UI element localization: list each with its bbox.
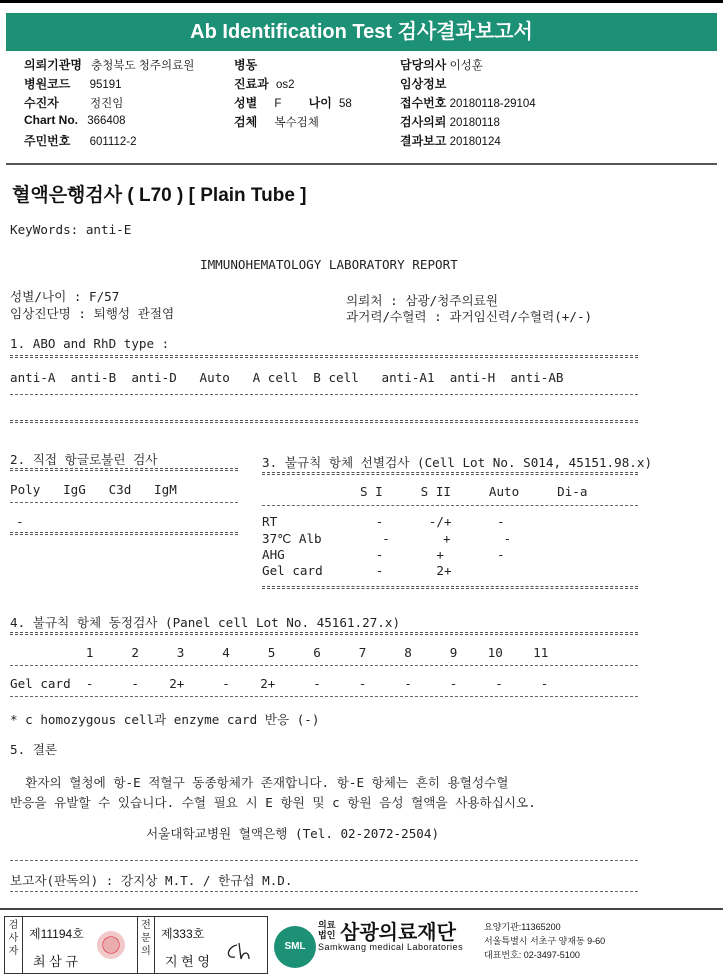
divider [10, 468, 238, 471]
tester-license: 제11194호 [29, 927, 84, 941]
org-phone: 대표번호: 02-3497-5100 [484, 950, 580, 960]
specialist-name: 지 현 영 [165, 954, 210, 969]
screen-columns: S I S II Auto Di-a [360, 484, 588, 499]
seal-stamp [97, 931, 125, 959]
divider [10, 420, 638, 423]
lab-title: IMMUNOHEMATOLOGY LABORATORY REPORT [200, 257, 458, 272]
info-value: 20180124 [449, 136, 501, 148]
patient-info [6, 50, 717, 165]
section4-title: 4. 불규칙 항체 동정검사 (Panel cell Lot No. 45161.27.x) [10, 615, 401, 630]
specialist-license: 제333호 [161, 927, 205, 941]
info-value: 20180118 [449, 117, 500, 129]
screen-row: RT - -/+ - [262, 514, 505, 529]
signature-icon [223, 941, 253, 963]
info-label: 주민번호 [24, 134, 71, 148]
org-english: Samkwang medical Laboratories [318, 942, 464, 952]
info-value: 366408 [87, 115, 126, 127]
conclusion-line: 반응을 유발할 수 있습니다. 수혈 필요 시 E 항원 및 c 항원 음성 혈액을 사용하십시오. [10, 795, 536, 810]
diagnosis: 임상진단명 : 퇴행성 관절염 [10, 306, 175, 321]
info-label: 수진자 [24, 96, 59, 110]
divider [10, 355, 638, 358]
report-title: Ab Identification Test 검사결과보고서 [6, 13, 717, 51]
section1-title: 1. ABO and RhD type : [10, 336, 170, 351]
divider [10, 665, 638, 666]
info-label: 병동 [234, 58, 258, 72]
info-label: 검체 [234, 115, 258, 129]
info-value: 충청북도 청주의료원 [91, 60, 195, 72]
info-label: 진료과 [234, 77, 269, 91]
sex-age: 성별/나이 : F/57 [10, 289, 120, 304]
history: 과거력/수혈력 : 과거임신력/수혈력(+/-) [346, 309, 593, 324]
org-type-line: 의료 [318, 920, 336, 930]
divider [262, 505, 638, 506]
info-label: 병원코드 [24, 77, 71, 91]
specialist-label: 전문의 [137, 917, 155, 973]
tester-label: 검사자 [5, 917, 23, 973]
footer [0, 908, 723, 979]
report-header [0, 0, 723, 52]
info-value: 정진임 [89, 98, 124, 110]
info-label: Chart No. [24, 113, 78, 127]
divider [10, 394, 638, 395]
section3-title: 3. 불규칙 항체 선별검사 (Cell Lot No. S014, 45151.98.x) [262, 455, 653, 470]
info-label: 결과보고 [400, 134, 447, 148]
info-value: os2 [275, 79, 295, 91]
org-name: 삼광의료재단 [340, 922, 456, 944]
info-value: 601112-2 [89, 136, 137, 148]
info-value: 이성훈 [449, 60, 483, 72]
info-label: 검사의뢰 [400, 115, 447, 129]
org-address: 요양기관:11365200 [484, 922, 561, 932]
info-label: 의뢰기관명 [24, 58, 82, 72]
keywords: KeyWords: anti-E [10, 222, 132, 237]
abo-columns: anti-A anti-B anti-D Auto A cell B cell anti-A1 anti-H anti-AB [10, 370, 564, 385]
panel-row: Gel card - - 2+ - 2+ - - - - - - [10, 676, 549, 691]
info-label: 성별 [234, 96, 258, 110]
hospital-contact: 서울대학교병원 혈액은행 (Tel. 02-2072-2504) [146, 826, 440, 841]
info-value: F [274, 98, 282, 110]
org-address: 서울특별시 서초구 양재동 9-60 [484, 936, 606, 946]
divider [262, 472, 638, 475]
info-label: 접수번호 [400, 96, 447, 110]
section5-title: 5. 결론 [10, 742, 58, 757]
info-value: 20180118-29104 [449, 98, 536, 110]
divider [10, 860, 638, 861]
info-label: 나이 [308, 96, 332, 110]
sml-logo: SML [274, 926, 316, 968]
org-type [318, 920, 335, 940]
info-label: 담당의사 [400, 58, 447, 72]
requester: 의뢰처 : 삼광/청주의료원 [346, 293, 498, 308]
dat-value: - [16, 514, 24, 529]
conclusion-line: 환자의 혈청에 항-E 적혈구 동종항체가 존재합니다. 항-E 항체는 흔히 용혈성수혈 [10, 775, 509, 790]
screen-row: Gel card - 2+ [262, 563, 452, 578]
divider [10, 502, 238, 503]
info-value: 복수검체 [274, 117, 319, 129]
info-value: 58 [339, 98, 352, 110]
info-label: 임상정보 [400, 77, 447, 91]
section2-title: 2. 직접 항글로불린 검사 [10, 452, 158, 467]
divider [10, 632, 638, 635]
divider [10, 696, 638, 697]
signature-box [4, 916, 268, 974]
divider [10, 532, 238, 535]
divider [262, 586, 638, 589]
reporter: 보고자(판독의) : 강지상 M.T. / 한규섭 M.D. [10, 873, 293, 888]
dat-columns: Poly IgG C3d IgM [10, 482, 177, 497]
section-title: 혈액은행검사 ( L70 ) [ Plain Tube ] [12, 185, 307, 206]
panel-columns: 1 2 3 4 5 6 7 8 9 10 11 [10, 645, 549, 660]
info-value: 95191 [89, 79, 122, 91]
screen-row: AHG - + - [262, 547, 505, 562]
org-type-line: 법인 [318, 930, 336, 940]
tester-name: 최 삼 규 [33, 954, 78, 969]
divider [10, 891, 638, 892]
screen-row: 37℃ Alb - + - [262, 531, 512, 546]
panel-note: * c homozygous cell과 enzyme card 반응 (-) [10, 712, 320, 727]
